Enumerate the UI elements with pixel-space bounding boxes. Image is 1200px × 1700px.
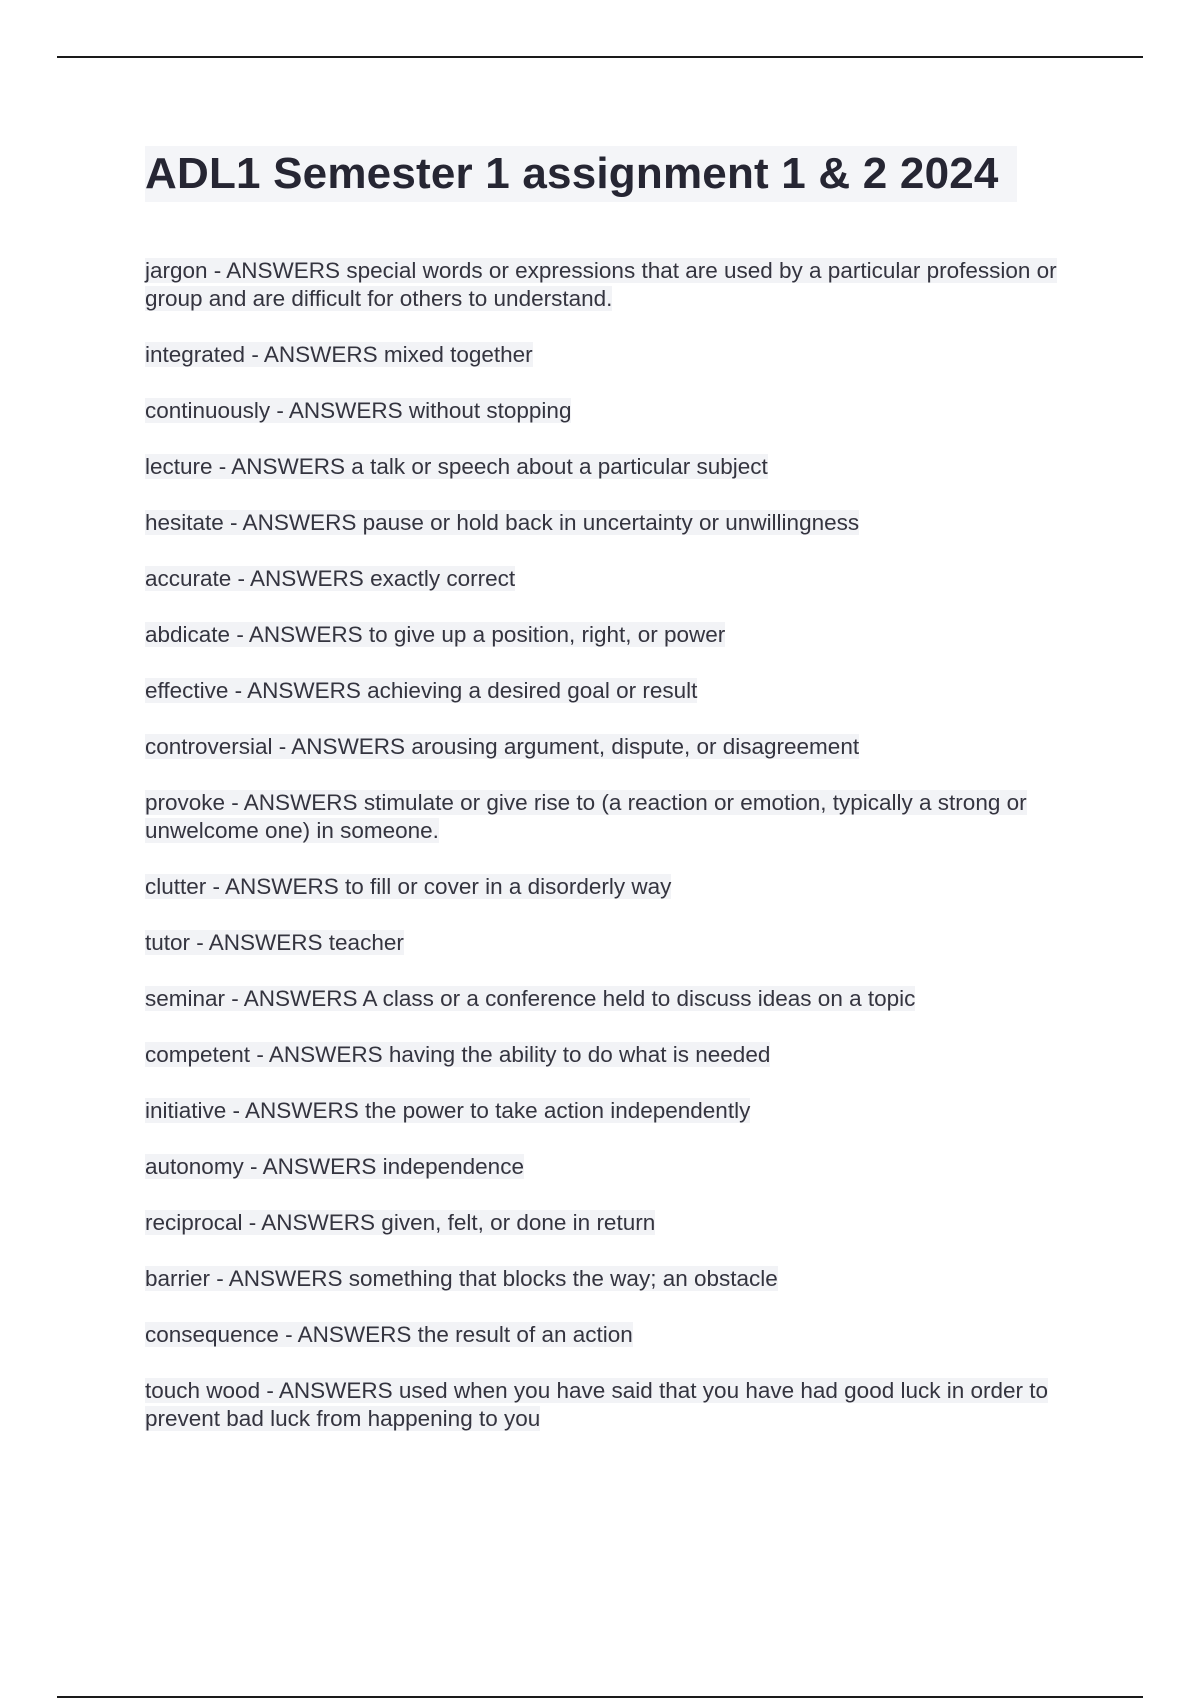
entry-text: competent - ANSWERS having the ability to do what is needed xyxy=(145,1042,771,1067)
glossary-entry xyxy=(145,1321,1085,1349)
glossary-entry xyxy=(145,873,1085,901)
document-title: ADL1 Semester 1 assignment 1 & 2 2024 xyxy=(145,146,1017,202)
glossary-entry xyxy=(145,1209,1085,1237)
entry-text: provoke - ANSWERS stimulate or give rise to (a reaction or emotion, typically a strong or unwelcome one) in someone. xyxy=(145,790,1027,843)
entry-text: controversial - ANSWERS arousing argument, dispute, or disagreement xyxy=(145,734,860,759)
glossary-entry xyxy=(145,929,1085,957)
entry-text: jargon - ANSWERS special words or expressions that are used by a particular profession or group and are difficult for others to understand. xyxy=(145,258,1057,311)
glossary-entry xyxy=(145,509,1085,537)
glossary-entry xyxy=(145,1097,1085,1125)
glossary-entry xyxy=(145,677,1085,705)
glossary-entry xyxy=(145,565,1085,593)
entry-text: abdicate - ANSWERS to give up a position, right, or power xyxy=(145,622,726,647)
entry-text: consequence - ANSWERS the result of an action xyxy=(145,1322,633,1347)
glossary-entry xyxy=(145,257,1085,313)
entry-text: lecture - ANSWERS a talk or speech about a particular subject xyxy=(145,454,768,479)
glossary-entry xyxy=(145,789,1085,845)
glossary-entry xyxy=(145,1377,1085,1433)
top-rule xyxy=(57,56,1143,58)
entry-text: touch wood - ANSWERS used when you have said that you have had good luck in order to prevent bad luck from happening to you xyxy=(145,1378,1049,1431)
entry-text: integrated - ANSWERS mixed together xyxy=(145,342,533,367)
glossary-entry xyxy=(145,733,1085,761)
glossary-entry xyxy=(145,341,1085,369)
entry-text: seminar - ANSWERS A class or a conference held to discuss ideas on a topic xyxy=(145,986,916,1011)
bottom-rule xyxy=(57,1696,1143,1698)
entry-text: clutter - ANSWERS to fill or cover in a disorderly way xyxy=(145,874,672,899)
glossary-entry xyxy=(145,1265,1085,1293)
glossary-entry xyxy=(145,453,1085,481)
entry-text: autonomy - ANSWERS independence xyxy=(145,1154,524,1179)
document-body xyxy=(145,146,1095,1461)
entry-text: initiative - ANSWERS the power to take action independently xyxy=(145,1098,751,1123)
entry-text: tutor - ANSWERS teacher xyxy=(145,930,404,955)
entry-text: accurate - ANSWERS exactly correct xyxy=(145,566,516,591)
glossary-list xyxy=(145,257,1095,1433)
glossary-entry xyxy=(145,1153,1085,1181)
entry-text: continuously - ANSWERS without stopping xyxy=(145,398,572,423)
entry-text: hesitate - ANSWERS pause or hold back in uncertainty or unwillingness xyxy=(145,510,860,535)
glossary-entry xyxy=(145,1041,1085,1069)
entry-text: effective - ANSWERS achieving a desired goal or result xyxy=(145,678,698,703)
glossary-entry xyxy=(145,621,1085,649)
glossary-entry xyxy=(145,985,1085,1013)
entry-text: barrier - ANSWERS something that blocks the way; an obstacle xyxy=(145,1266,778,1291)
glossary-entry xyxy=(145,397,1085,425)
entry-text: reciprocal - ANSWERS given, felt, or done in return xyxy=(145,1210,656,1235)
